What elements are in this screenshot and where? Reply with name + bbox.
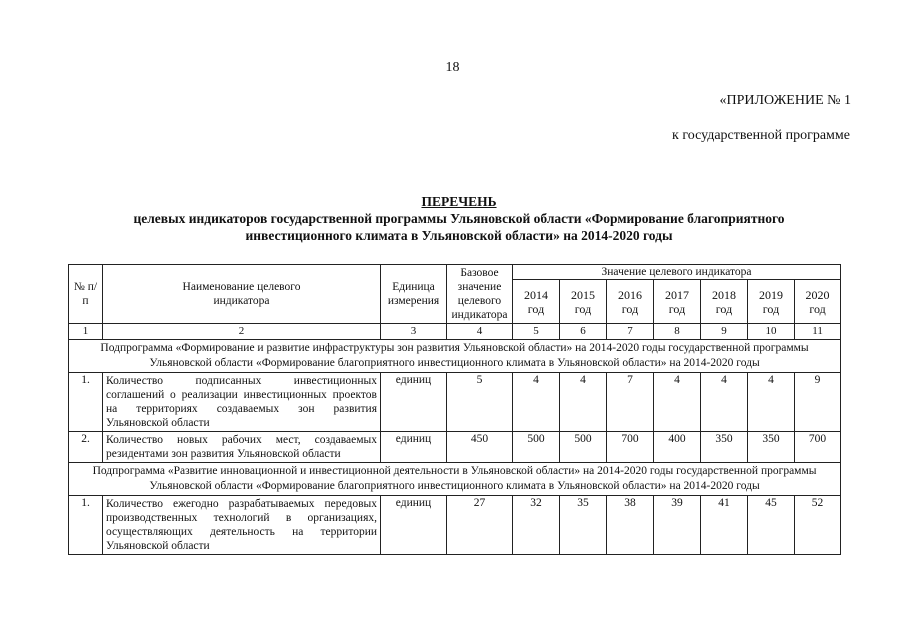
title-line-1: целевых индикаторов государственной программы Ульяновской области «Формирование благоприятного: [133, 211, 785, 226]
header-num: № п/п: [69, 265, 103, 324]
header-year-2020: 2020 год: [795, 280, 841, 324]
column-number: 9: [701, 324, 748, 340]
page-number: 18: [445, 60, 460, 75]
value-2015: 4: [560, 373, 607, 432]
column-number: 10: [748, 324, 795, 340]
value-2019: 45: [748, 496, 795, 555]
base-value: 27: [447, 496, 513, 555]
subprogram-title: Подпрограмма «Формирование и развитие инфраструктуры зон развития Ульяновской области» на 2014-2020 годы государственной программы Ульяновской области «Формирование благоприятного инвестиционного климата в Ульяновской области» на 2014-2020 годы: [69, 340, 841, 373]
indicator-name: Количество ежегодно разрабатываемых передовых производственных технологий в организациях, осуществляющих деятельность на территории Ульяновской области: [103, 496, 381, 555]
column-numbers-row: [69, 324, 841, 340]
table-row: [69, 432, 841, 463]
column-number: 11: [795, 324, 841, 340]
column-number: 2: [103, 324, 381, 340]
column-number: 7: [607, 324, 654, 340]
to-program-label: к государственной программе: [672, 128, 850, 143]
header-year-2019: 2019 год: [748, 280, 795, 324]
table-row: [69, 373, 841, 432]
subprogram-row: [69, 340, 841, 373]
value-2015: 500: [560, 432, 607, 463]
column-number: 1: [69, 324, 103, 340]
value-2016: 7: [607, 373, 654, 432]
indicator-unit: единиц: [381, 496, 447, 555]
indicators-table: [68, 264, 841, 555]
value-2020: 9: [795, 373, 841, 432]
row-number: 1.: [69, 373, 103, 432]
header-row-1: [69, 265, 841, 280]
base-value: 5: [447, 373, 513, 432]
document-title: [40, 193, 878, 244]
value-2018: 350: [701, 432, 748, 463]
indicator-name: Количество подписанных инвестиционных соглашений о реализации инвестиционных проектов на территориях создаваемых зон развития Ульяновской области: [103, 373, 381, 432]
header-name: Наименование целевого индикатора: [103, 265, 381, 324]
value-2017: 39: [654, 496, 701, 555]
header-target-group: Значение целевого индикатора: [513, 265, 841, 280]
value-2017: 4: [654, 373, 701, 432]
value-2016: 38: [607, 496, 654, 555]
header-base: Базовое значение целевого индикатора: [447, 265, 513, 324]
header-year-2015: 2015 год: [560, 280, 607, 324]
value-2017: 400: [654, 432, 701, 463]
header-year-2017: 2017 год: [654, 280, 701, 324]
header-year-2014: 2014 год: [513, 280, 560, 324]
subprogram-title: Подпрограмма «Развитие инновационной и инвестиционной деятельности в Ульяновской области» на 2014-2020 годы государственной программы Ульяновской области «Формирование благоприятного инвестиционного климата в Ульяновской области» на 2014-2020 годы: [69, 463, 841, 496]
table-row: [69, 496, 841, 555]
row-number: 1.: [69, 496, 103, 555]
header-year-2016: 2016 год: [607, 280, 654, 324]
row-number: 2.: [69, 432, 103, 463]
value-2015: 35: [560, 496, 607, 555]
value-2020: 700: [795, 432, 841, 463]
value-2019: 350: [748, 432, 795, 463]
value-2014: 500: [513, 432, 560, 463]
title-heading: ПЕРЕЧЕНЬ: [421, 194, 497, 209]
appendix-label: «ПРИЛОЖЕНИЕ № 1: [719, 93, 851, 108]
indicator-unit: единиц: [381, 432, 447, 463]
subprogram-row: [69, 463, 841, 496]
value-2020: 52: [795, 496, 841, 555]
value-2019: 4: [748, 373, 795, 432]
column-number: 4: [447, 324, 513, 340]
base-value: 450: [447, 432, 513, 463]
value-2014: 4: [513, 373, 560, 432]
column-number: 5: [513, 324, 560, 340]
value-2016: 700: [607, 432, 654, 463]
value-2018: 4: [701, 373, 748, 432]
title-line-2: инвестиционного климата в Ульяновской области» на 2014-2020 годы: [245, 228, 673, 243]
header-year-2018: 2018 год: [701, 280, 748, 324]
column-number: 8: [654, 324, 701, 340]
column-number: 6: [560, 324, 607, 340]
value-2014: 32: [513, 496, 560, 555]
value-2018: 41: [701, 496, 748, 555]
column-number: 3: [381, 324, 447, 340]
indicator-unit: единиц: [381, 373, 447, 432]
header-unit: Единица измерения: [381, 265, 447, 324]
indicator-name: Количество новых рабочих мест, создаваемых резидентами зон развития Ульяновской области: [103, 432, 381, 463]
